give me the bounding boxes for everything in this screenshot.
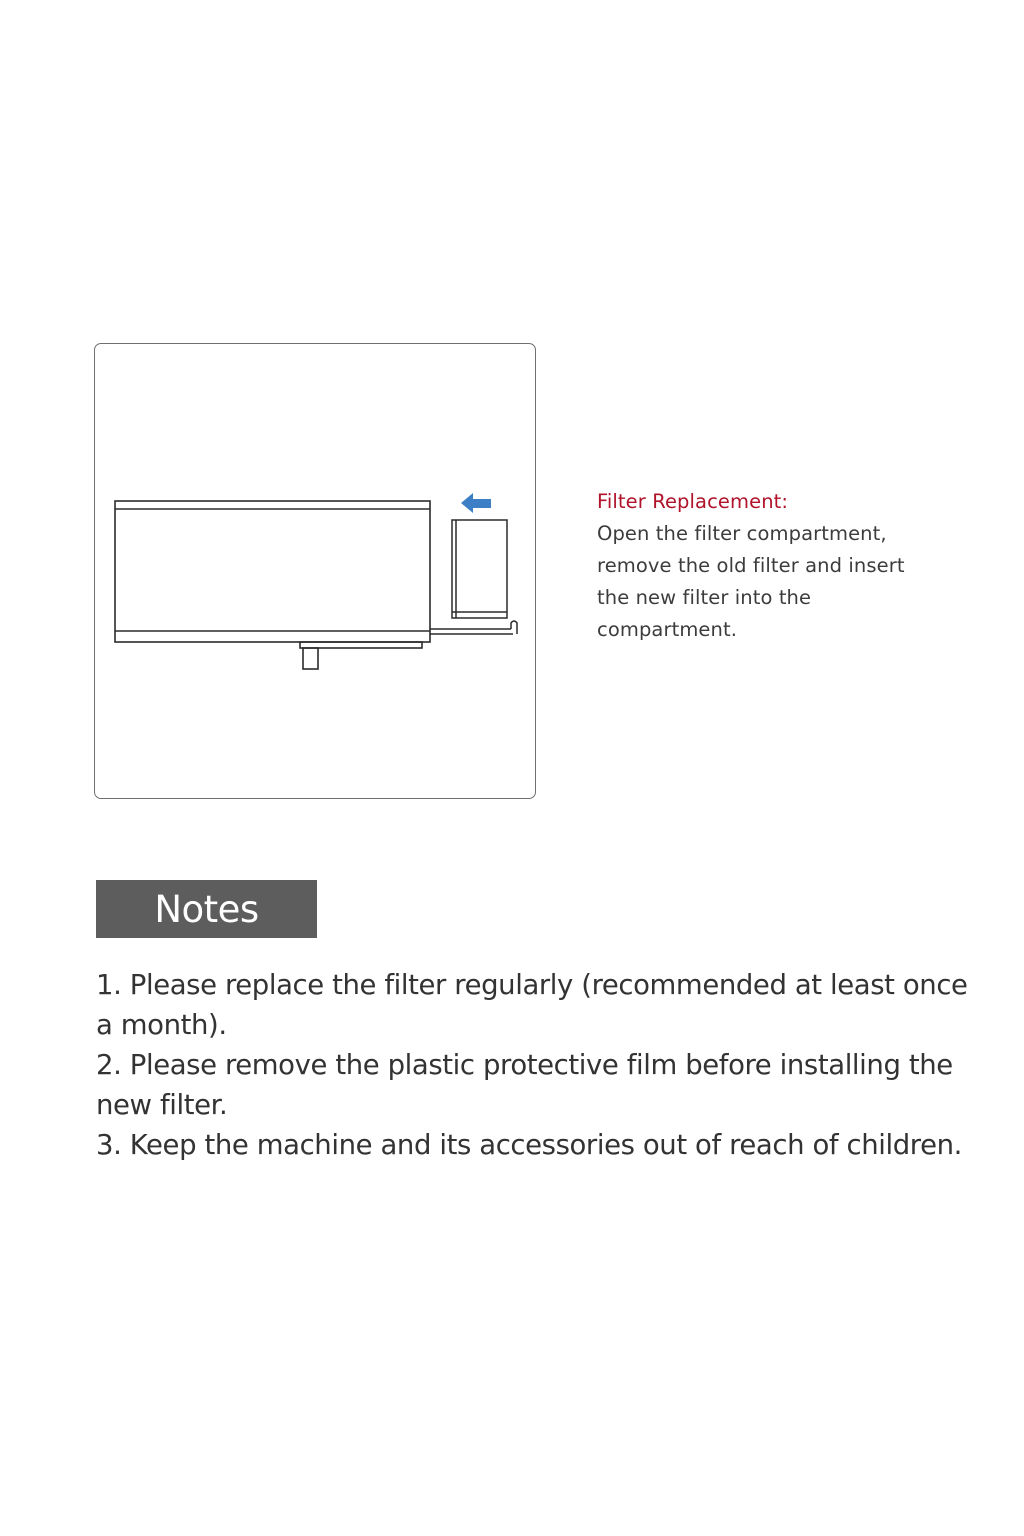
note-item: 1. Please replace the filter regularly (recommended at least once a month). — [96, 969, 968, 1041]
filter-replacement-instruction — [597, 486, 977, 646]
tube — [430, 621, 517, 634]
filter-cartridge — [452, 520, 507, 618]
instruction-title: Filter Replacement: — [597, 490, 789, 513]
note-item: 2. Please remove the plastic protective film before installing the new filter. — [96, 1049, 953, 1121]
machine-body — [115, 501, 430, 669]
left-arrow-icon — [461, 493, 491, 513]
notes-list — [96, 965, 976, 1165]
filter-diagram — [94, 343, 536, 799]
note-item: 3. Keep the machine and its accessories out of reach of children. — [96, 1129, 962, 1161]
notes-header — [96, 880, 317, 938]
notes-heading: Notes — [154, 887, 259, 931]
machine-illustration — [95, 344, 535, 798]
instruction-body: Open the filter compartment, remove the old filter and insert the new filter into the compartment. — [597, 522, 905, 641]
